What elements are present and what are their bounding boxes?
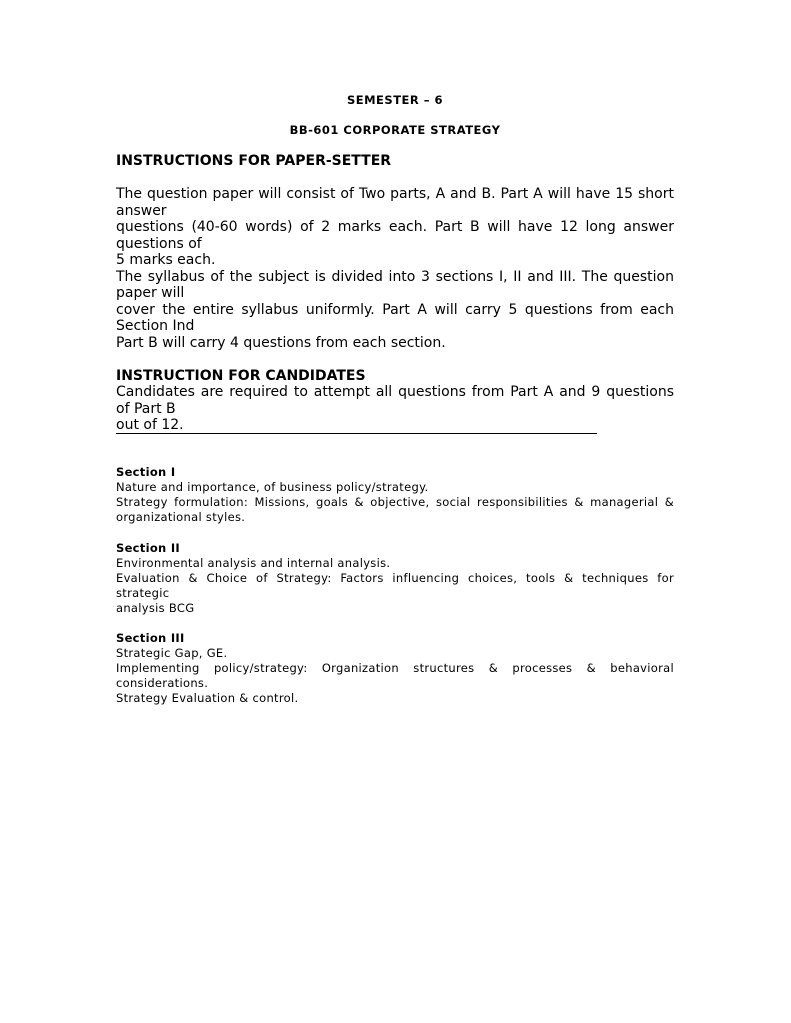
- horizontal-rule: [116, 433, 597, 434]
- section-title: Section II: [116, 541, 180, 555]
- instruction-line: The syllabus of the subject is divided into 3 sections I, II and III. The question paper will: [116, 268, 674, 301]
- instruction-line: Part B will carry 4 questions from each section.: [116, 334, 446, 351]
- syllabus-section-1: [116, 465, 674, 525]
- candidates-heading: INSTRUCTION FOR CANDIDATES: [116, 368, 366, 384]
- syllabus-section-3: [116, 631, 674, 706]
- candidate-instructions: [116, 384, 674, 434]
- section-line: Strategy Evaluation & control.: [116, 691, 299, 705]
- instruction-line: out of 12.: [116, 417, 184, 433]
- instruction-line: questions (40-60 words) of 2 marks each. Part B will have 12 long answer questions of: [116, 219, 674, 252]
- instruction-line: cover the entire syllabus uniformly. Part A will carry 5 questions from each Section Ind: [116, 301, 674, 334]
- section-line: Evaluation & Choice of Strategy: Factors influencing choices, tools & techniques for strategic: [116, 571, 674, 600]
- section-line: Environmental analysis and internal analysis.: [116, 556, 391, 570]
- instruction-line: Candidates are required to attempt all questions from Part A and 9 questions of Part B: [116, 384, 674, 417]
- instruction-line: The question paper will consist of Two parts, A and B. Part A will have 15 short answer: [116, 186, 674, 219]
- section-title: Section I: [116, 465, 176, 479]
- paper-setter-heading: INSTRUCTIONS FOR PAPER-SETTER: [116, 153, 392, 169]
- section-line: Nature and importance, of business policy/strategy.: [116, 480, 429, 494]
- paper-setter-instructions: [116, 186, 674, 351]
- section-title: Section III: [116, 631, 185, 645]
- section-line: Implementing policy/strategy: Organization structures & processes & behavioral considerations.: [116, 661, 674, 690]
- section-line: Strategic Gap, GE.: [116, 646, 228, 660]
- instruction-line: 5 marks each.: [116, 252, 216, 268]
- course-title: BB-601 CORPORATE STRATEGY: [289, 123, 501, 137]
- semester-heading: SEMESTER – 6: [346, 93, 444, 107]
- section-line: analysis BCG: [116, 601, 195, 615]
- syllabus-section-2: [116, 541, 674, 616]
- section-line: Strategy formulation: Missions, goals & objective, social responsibilities & managerial & organizational styles.: [116, 495, 674, 524]
